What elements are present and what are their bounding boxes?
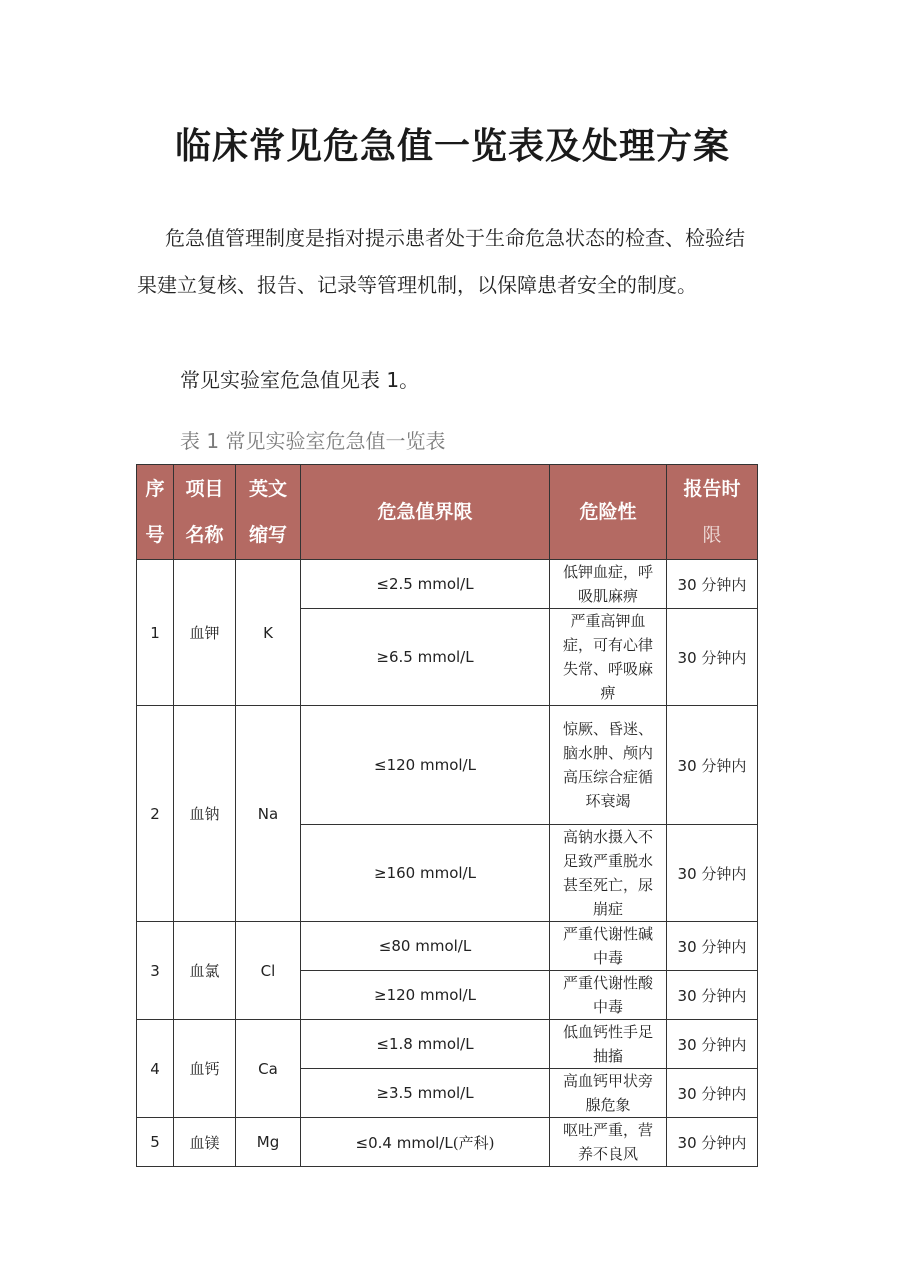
cell-abbreviation: Cl: [236, 922, 301, 1020]
cell-risk: 高钠水摄入不足致严重脱水甚至死亡，尿崩症: [550, 825, 667, 922]
cell-critical-limit: ≥160 mmol/L: [301, 825, 550, 922]
cell-report-time: 30 分钟内: [667, 1118, 758, 1167]
table-row: [137, 922, 758, 971]
cell-seq: 4: [137, 1020, 174, 1118]
cell-report-time: 30 分钟内: [667, 1020, 758, 1069]
cell-item-name: 血钠: [174, 706, 236, 922]
cell-critical-limit: ≥3.5 mmol/L: [301, 1069, 550, 1118]
cell-seq: 5: [137, 1118, 174, 1167]
cell-risk: 严重代谢性碱中毒: [550, 922, 667, 971]
table-reference-paragraph: 常见实验室危急值见表 1。: [180, 368, 420, 392]
header-report-time: 报告时 限: [667, 465, 758, 560]
cell-risk: 低血钙性手足抽搐: [550, 1020, 667, 1069]
cell-critical-limit: ≥120 mmol/L: [301, 971, 550, 1020]
cell-risk: 惊厥、昏迷、脑水肿、颅内高压综合症循环衰竭: [550, 706, 667, 825]
cell-item-name: 血氯: [174, 922, 236, 1020]
cell-seq: 2: [137, 706, 174, 922]
cell-critical-limit: ≤80 mmol/L: [301, 922, 550, 971]
cell-risk: 低钾血症，呼吸肌麻痹: [550, 560, 667, 609]
cell-abbreviation: Na: [236, 706, 301, 922]
header-item-name: 项目 名称: [174, 465, 236, 560]
cell-item-name: 血镁: [174, 1118, 236, 1167]
header-abbreviation: 英文 缩写: [236, 465, 301, 560]
cell-report-time: 30 分钟内: [667, 706, 758, 825]
header-risk: 危险性: [550, 465, 667, 560]
critical-values-table: [136, 464, 758, 1167]
cell-report-time: 30 分钟内: [667, 1069, 758, 1118]
header-seq: 序 号: [137, 465, 174, 560]
cell-item-name: 血钾: [174, 560, 236, 706]
cell-critical-limit: ≥6.5 mmol/L: [301, 609, 550, 706]
table-row: [137, 560, 758, 609]
cell-risk: 严重高钾血症，可有心律失常、呼吸麻痹: [550, 609, 667, 706]
cell-critical-limit: ≤0.4 mmol/L(产科): [301, 1118, 550, 1167]
table-row: [137, 1020, 758, 1069]
cell-item-name: 血钙: [174, 1020, 236, 1118]
cell-abbreviation: K: [236, 560, 301, 706]
cell-report-time: 30 分钟内: [667, 560, 758, 609]
cell-risk: 呕吐严重，营养不良风: [550, 1118, 667, 1167]
cell-seq: 3: [137, 922, 174, 1020]
cell-report-time: 30 分钟内: [667, 922, 758, 971]
table-row: [137, 706, 758, 825]
cell-risk: 高血钙甲状旁腺危象: [550, 1069, 667, 1118]
table-row: [137, 1118, 758, 1167]
cell-abbreviation: Ca: [236, 1020, 301, 1118]
document-title: 临床常见危急值一览表及处理方案: [174, 125, 730, 167]
cell-risk: 严重代谢性酸中毒: [550, 971, 667, 1020]
cell-abbreviation: Mg: [236, 1118, 301, 1167]
table-header-row: [137, 465, 758, 560]
cell-seq: 1: [137, 560, 174, 706]
cell-critical-limit: ≤1.8 mmol/L: [301, 1020, 550, 1069]
cell-report-time: 30 分钟内: [667, 609, 758, 706]
cell-critical-limit: ≤2.5 mmol/L: [301, 560, 550, 609]
cell-report-time: 30 分钟内: [667, 971, 758, 1020]
table-caption: 表 1 常见实验室危急值一览表: [180, 429, 446, 453]
header-critical-limit: 危急值界限: [301, 465, 550, 560]
intro-paragraph: 危急值管理制度是指对提示患者处于生命危急状态的检查、检验结果建立复核、报告、记录等管理机制，以保障患者安全的制度。: [137, 226, 745, 297]
cell-critical-limit: ≤120 mmol/L: [301, 706, 550, 825]
cell-report-time: 30 分钟内: [667, 825, 758, 922]
